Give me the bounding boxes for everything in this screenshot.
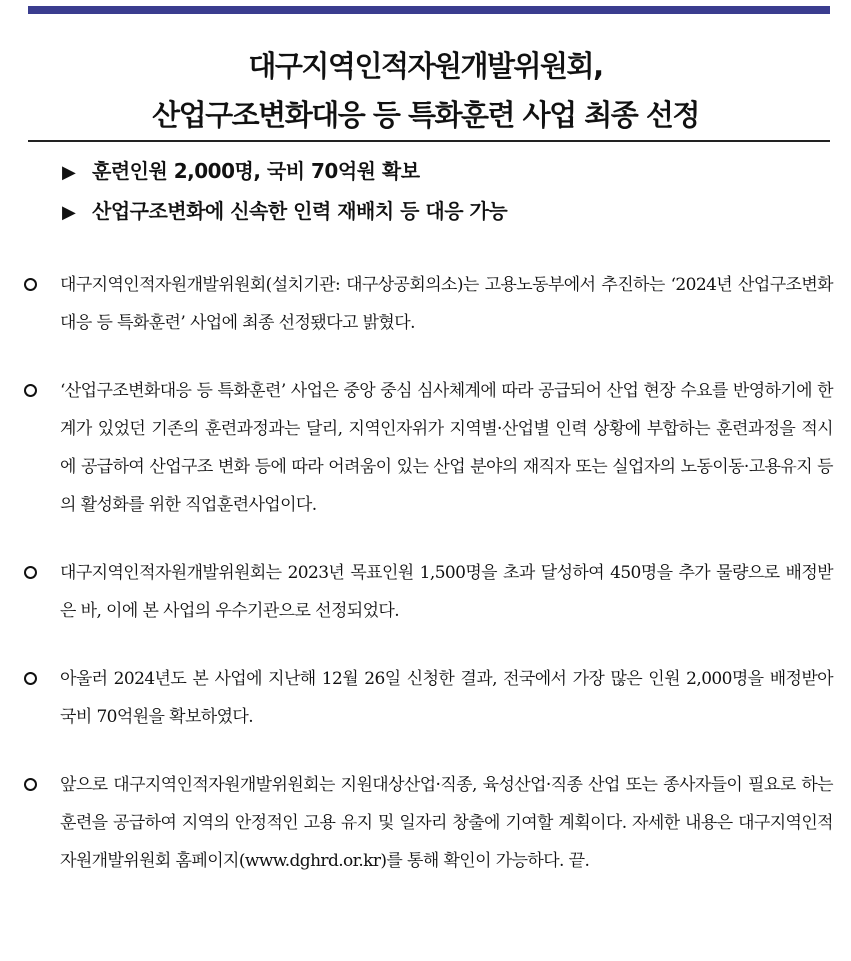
highlight-text: 훈련인원 2,000명, 국비 70억원 확보 xyxy=(92,159,420,183)
triangle-bullet-icon: ▶ xyxy=(62,162,76,183)
paragraph xyxy=(18,554,833,630)
circle-bullet-icon xyxy=(24,384,37,397)
paragraph xyxy=(18,266,833,342)
paragraph xyxy=(18,372,833,524)
paragraph-text: ‘산업구조변화대응 등 특화훈련’ 사업은 중앙 중심 심사체계에 따라 공급되어 산업 현장 수요를 반영하기에 한계가 있었던 기존의 훈련과정과는 달리, 지역인자위가 지역별·산업별 인력 상황에 부합하는 훈련과정을 적시에 공급하여 산업구조 변화 등에 따라 어려움이 있는 산업 분야의 재직자 또는 실업자의 노동이동·고용유지 등의 활성화를 위한 직업훈련사업이다. xyxy=(60,381,833,515)
title-divider xyxy=(28,140,830,142)
paragraph-text: 대구지역인적자원개발위원회는 2023년 목표인원 1,500명을 초과 달성하여 450명을 추가 물량으로 배정받은 바, 이에 본 사업의 우수기관으로 선정되었다. xyxy=(60,563,833,621)
title-line-1: 대구지역인적자원개발위원회, xyxy=(248,49,603,83)
highlight-item xyxy=(62,191,507,231)
header-bar xyxy=(28,6,830,14)
press-release-title xyxy=(0,42,851,140)
highlight-item xyxy=(62,151,507,191)
body-paragraphs xyxy=(18,266,833,910)
paragraph-text: 아울러 2024년도 본 사업에 지난해 12월 26일 신청한 결과, 전국에서 가장 많은 인원 2,000명을 배정받아 국비 70억원을 확보하였다. xyxy=(60,669,833,727)
circle-bullet-icon xyxy=(24,672,37,685)
paragraph-text: 앞으로 대구지역인적자원개발위원회는 지원대상산업·직종, 육성산업·직종 산업 또는 종사자들이 필요로 하는 훈련을 공급하여 지역의 안정적인 고용 유지 및 일자리 창출에 기여할 계획이다. 자세한 내용은 대구지역인적자원개발위원회 홈페이지(www.dghrd.or.kr)를 통해 확인이 가능하다. 끝. xyxy=(60,775,833,871)
paragraph xyxy=(18,660,833,736)
paragraph-text: 대구지역인적자원개발위원회(설치기관: 대구상공회의소)는 고용노동부에서 추진하는 ‘2024년 산업구조변화대응 등 특화훈련’ 사업에 최종 선정됐다고 밝혔다. xyxy=(60,275,833,333)
circle-bullet-icon xyxy=(24,278,37,291)
highlight-list xyxy=(62,151,507,231)
circle-bullet-icon xyxy=(24,778,37,791)
circle-bullet-icon xyxy=(24,566,37,579)
title-line-2: 산업구조변화대응 등 특화훈련 사업 최종 선정 xyxy=(152,98,699,132)
triangle-bullet-icon: ▶ xyxy=(62,202,76,223)
paragraph xyxy=(18,766,833,880)
highlight-text: 산업구조변화에 신속한 인력 재배치 등 대응 가능 xyxy=(92,199,508,223)
